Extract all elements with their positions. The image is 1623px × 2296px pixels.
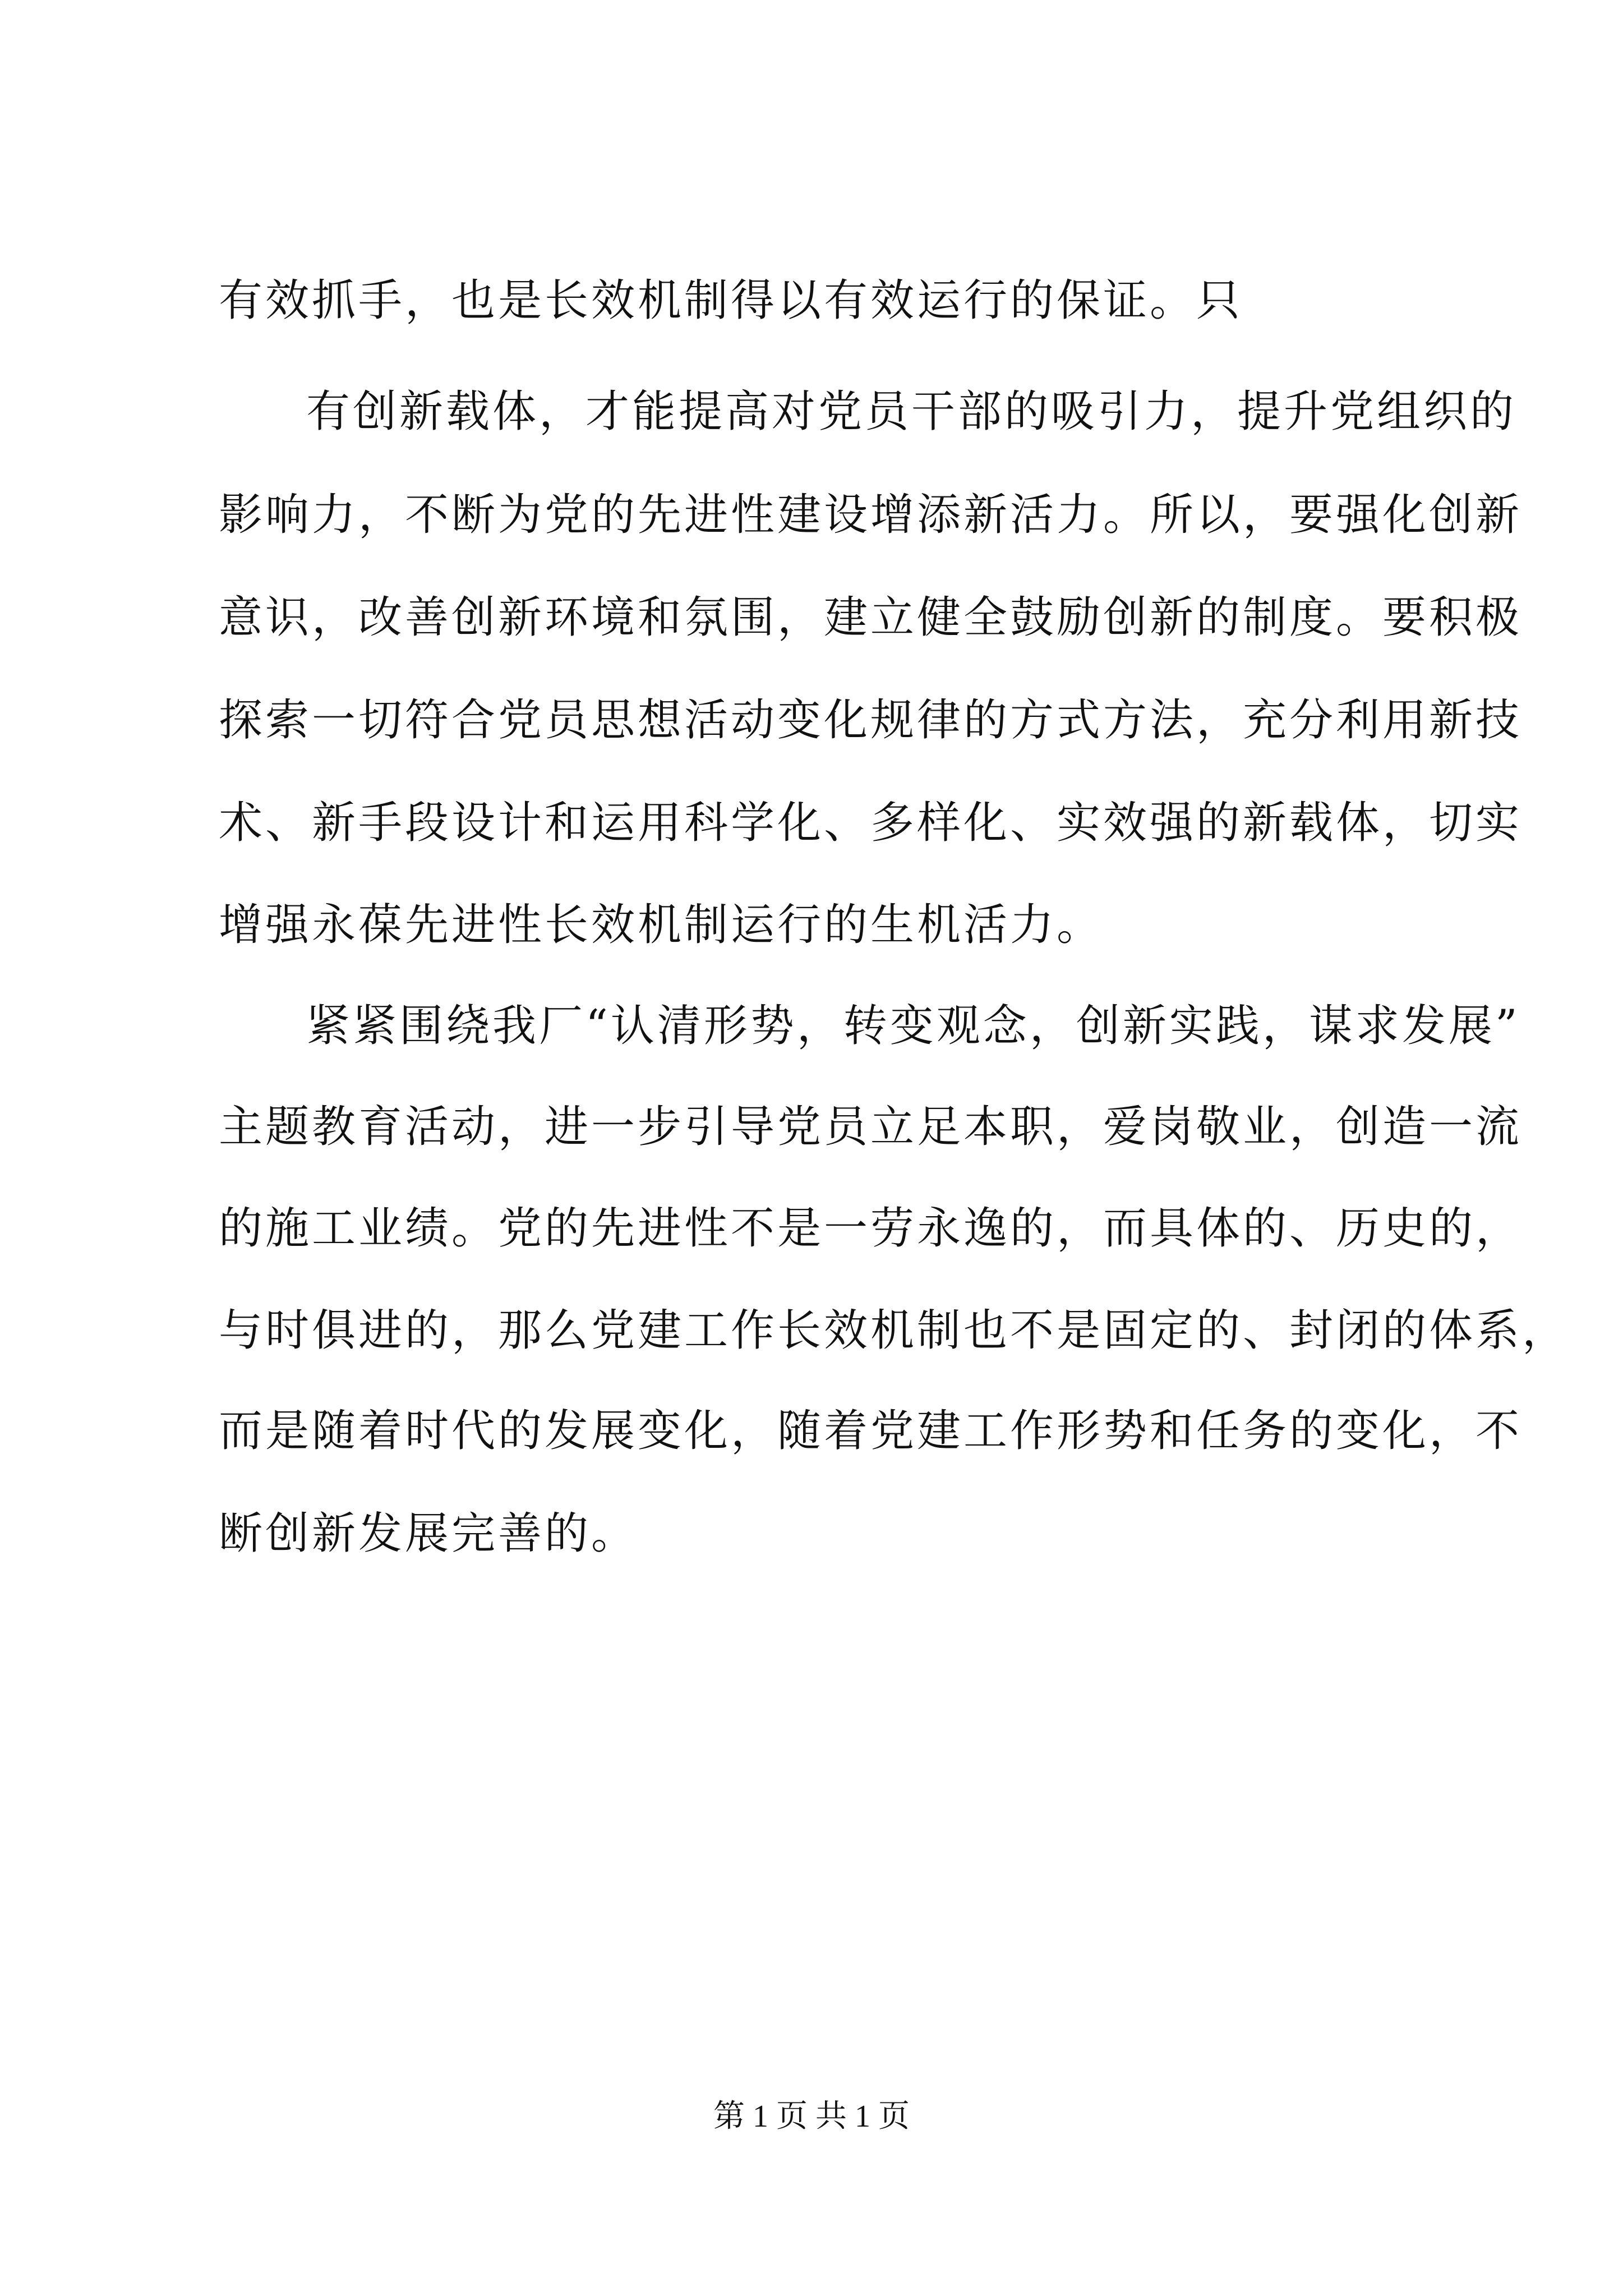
paragraph-3-line-3: 的施工业绩。党的先进性不是一劳永逸的，而具体的、历史的，	[219, 1203, 1523, 1254]
paragraph-3-line-2: 主题教育活动，进一步引导党员立足本职，爱岗敬业，创造一流	[219, 1102, 1523, 1152]
page-footer: 第 1 页 共 1 页	[713, 2099, 910, 2134]
paragraph-1-line-1: 有效抓手，也是长效机制得以有效运行的保证。只	[219, 275, 1243, 326]
paragraph-2-line-1: 有创新载体，才能提高对党员干部的吸引力，提升党组织的	[306, 386, 1517, 437]
paragraph-3-line-4: 与时俱进的，那么党建工作长效机制也不是固定的、封闭的体系，	[219, 1305, 1569, 1356]
paragraph-2-line-6: 增强永葆先进性长效机制运行的生机活力。	[219, 900, 1104, 950]
paragraph-2-line-4: 探索一切符合党员思想活动变化规律的方式方法，充分利用新技	[219, 695, 1523, 746]
paragraph-2-line-5: 术、新手段设计和运用科学化、多样化、实效强的新载体，切实	[219, 798, 1523, 848]
paragraph-3-line-6: 断创新发展完善的。	[219, 1508, 638, 1559]
paragraph-3-line-5: 而是随着时代的发展变化，随着党建工作形势和任务的变化，不	[219, 1406, 1523, 1456]
paragraph-2-line-3: 意识，改善创新环境和氛围，建立健全鼓励创新的制度。要积极	[219, 592, 1523, 643]
paragraph-2-line-2: 影响力，不断为党的先进性建设增添新活力。所以，要强化创新	[219, 490, 1523, 540]
paragraph-3-line-1: 紧紧围绕我厂“认清形势，转变观念，创新实践，谋求发展”	[306, 1001, 1520, 1051]
